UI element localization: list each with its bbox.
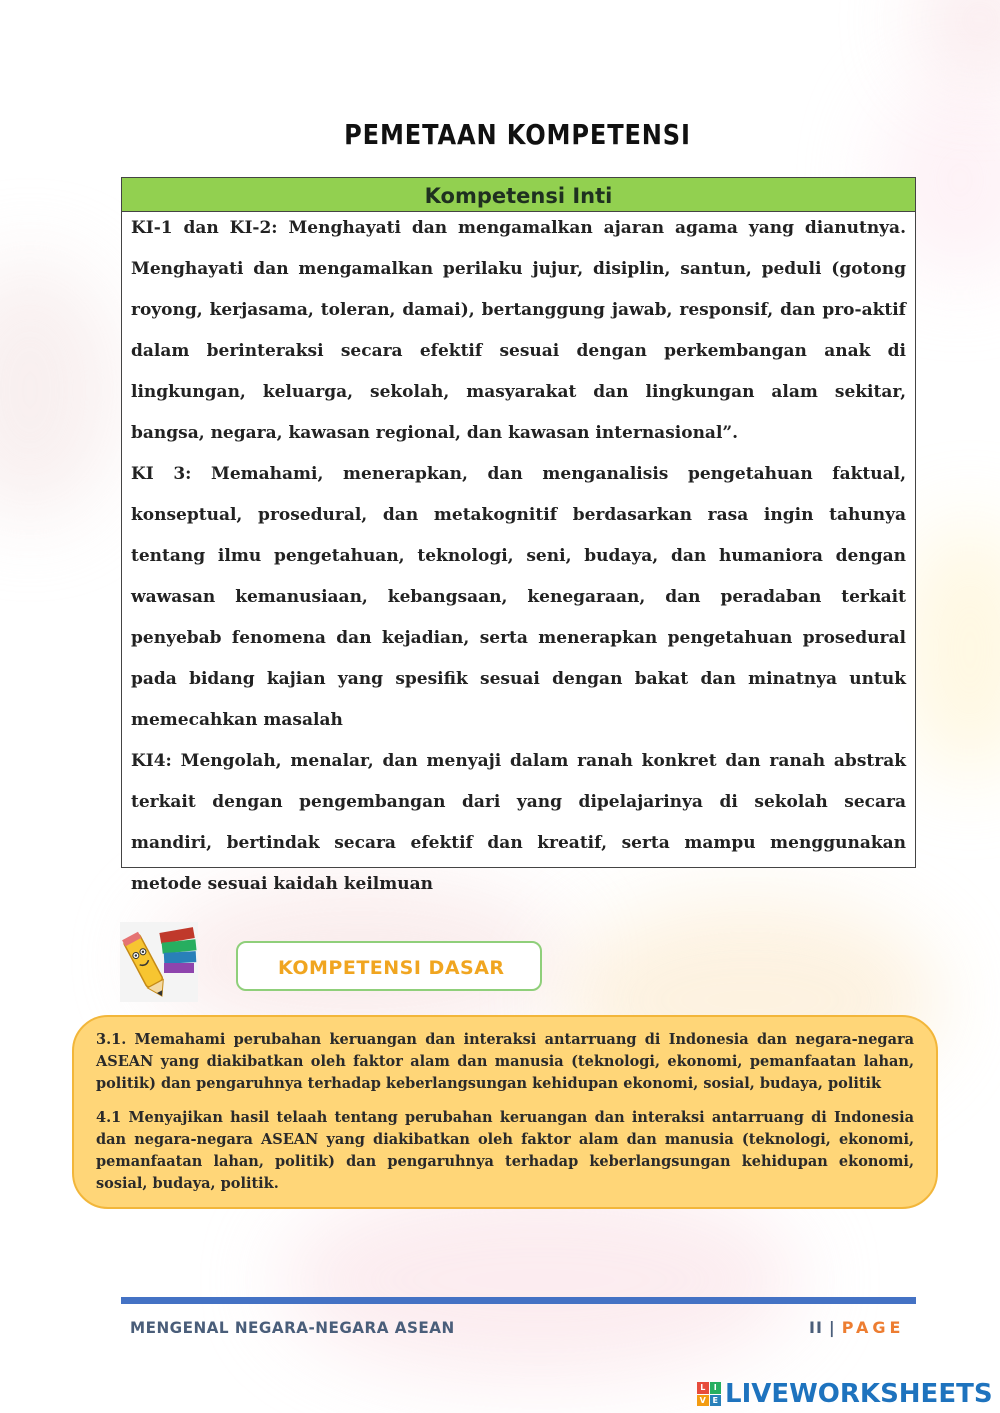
- page-separator: |: [828, 1318, 836, 1337]
- ki-paragraph-4: KI4: Mengolah, menalar, dan menyaji dalam ranah konkret dan ranah abstrak terkait dengan pengembangan dari yang dipelajarinya di sekolah secara mandiri, bertindak secara efektif dan kreatif, serta mampu menggunakan metode sesuai kaidah keilmuan: [131, 751, 906, 894]
- page-word: PAGE: [841, 1318, 905, 1337]
- page-number: II: [809, 1318, 823, 1337]
- background-decoration: [920, 0, 1000, 80]
- kd-item-3-1: 3.1. Memahami perubahan keruangan dan interaksi antarruang di Indonesia dan negara-negara ASEAN yang diakibatkan oleh faktor alam dan manusia (teknologi, ekonomi, pemanfaatan lahan, politik) dan pengaruhnya terhadap keberlangsungan kehidupan ekonomi, sosial, budaya, politik: [96, 1031, 914, 1092]
- kompetensi-inti-heading: Kompetensi Inti: [122, 178, 915, 212]
- pencil-with-books-icon: [120, 922, 198, 1002]
- logo-letter: V: [697, 1395, 709, 1407]
- liveworksheets-logo-icon: [697, 1382, 721, 1406]
- liveworksheets-text: LIVEWORKSHEETS: [725, 1379, 993, 1409]
- logo-letter: L: [697, 1382, 709, 1394]
- kompetensi-dasar-box: [72, 1015, 938, 1209]
- ki-paragraph-3: KI 3: Memahami, menerapkan, dan menganalisis pengetahuan faktual, konseptual, prosedural, dan metakognitif berdasarkan rasa ingin tahunya tentang ilmu pengetahuan, teknologi, seni, budaya, dan humaniora dengan wawasan kemanusiaan, kebangsaan, kenegaraan, dan peradaban terkait penyebab fenomena dan kejadian, serta menerapkan pengetahuan prosedural pada bidang kajian yang spesifik sesuai dengan bakat dan minatnya untuk memecahkan masalah: [131, 464, 906, 730]
- background-decoration: [0, 260, 120, 520]
- liveworksheets-watermark: [697, 1377, 993, 1411]
- page-title: PEMETAAN KOMPETENSI: [344, 118, 691, 151]
- logo-letter: I: [710, 1382, 722, 1394]
- footer-divider: [121, 1297, 916, 1304]
- ki-paragraph-1: KI-1 dan KI-2: Menghayati dan mengamalkan ajaran agama yang dianutnya. Menghayati dan mengamalkan perilaku jujur, disiplin, santun, peduli (gotong royong, kerjasama, toleran, damai), bertanggung jawab, responsif, dan pro-aktif dalam berinteraksi secara efektif sesuai dengan perkembangan anak di lingkungan, keluarga, sekolah, masyarakat dan lingkungan alam sekitar, bangsa, negara, kawasan regional, dan kawasan internasional”.: [131, 218, 906, 443]
- logo-letter: E: [710, 1395, 722, 1407]
- background-decoration: [280, 1180, 800, 1380]
- kompetensi-inti-table: [121, 177, 916, 894]
- footer-book-title: MENGENAL NEGARA-NEGARA ASEAN: [130, 1318, 455, 1337]
- kompetensi-inti-body: [122, 208, 915, 905]
- kd-item-4-1: 4.1 Menyajikan hasil telaah tentang perubahan keruangan dan interaksi antarruang di Indonesia dan negara-negara ASEAN yang diakibatkan oleh faktor alam dan manusia (teknologi, ekonomi, pemanfaatan lahan, politik) dan pengaruhnya terhadap keberlangsungan kehidupan ekonomi, sosial, budaya, politik.: [96, 1109, 914, 1192]
- footer-page-indicator: [809, 1318, 904, 1337]
- kompetensi-dasar-label: KOMPETENSI DASAR: [236, 941, 542, 991]
